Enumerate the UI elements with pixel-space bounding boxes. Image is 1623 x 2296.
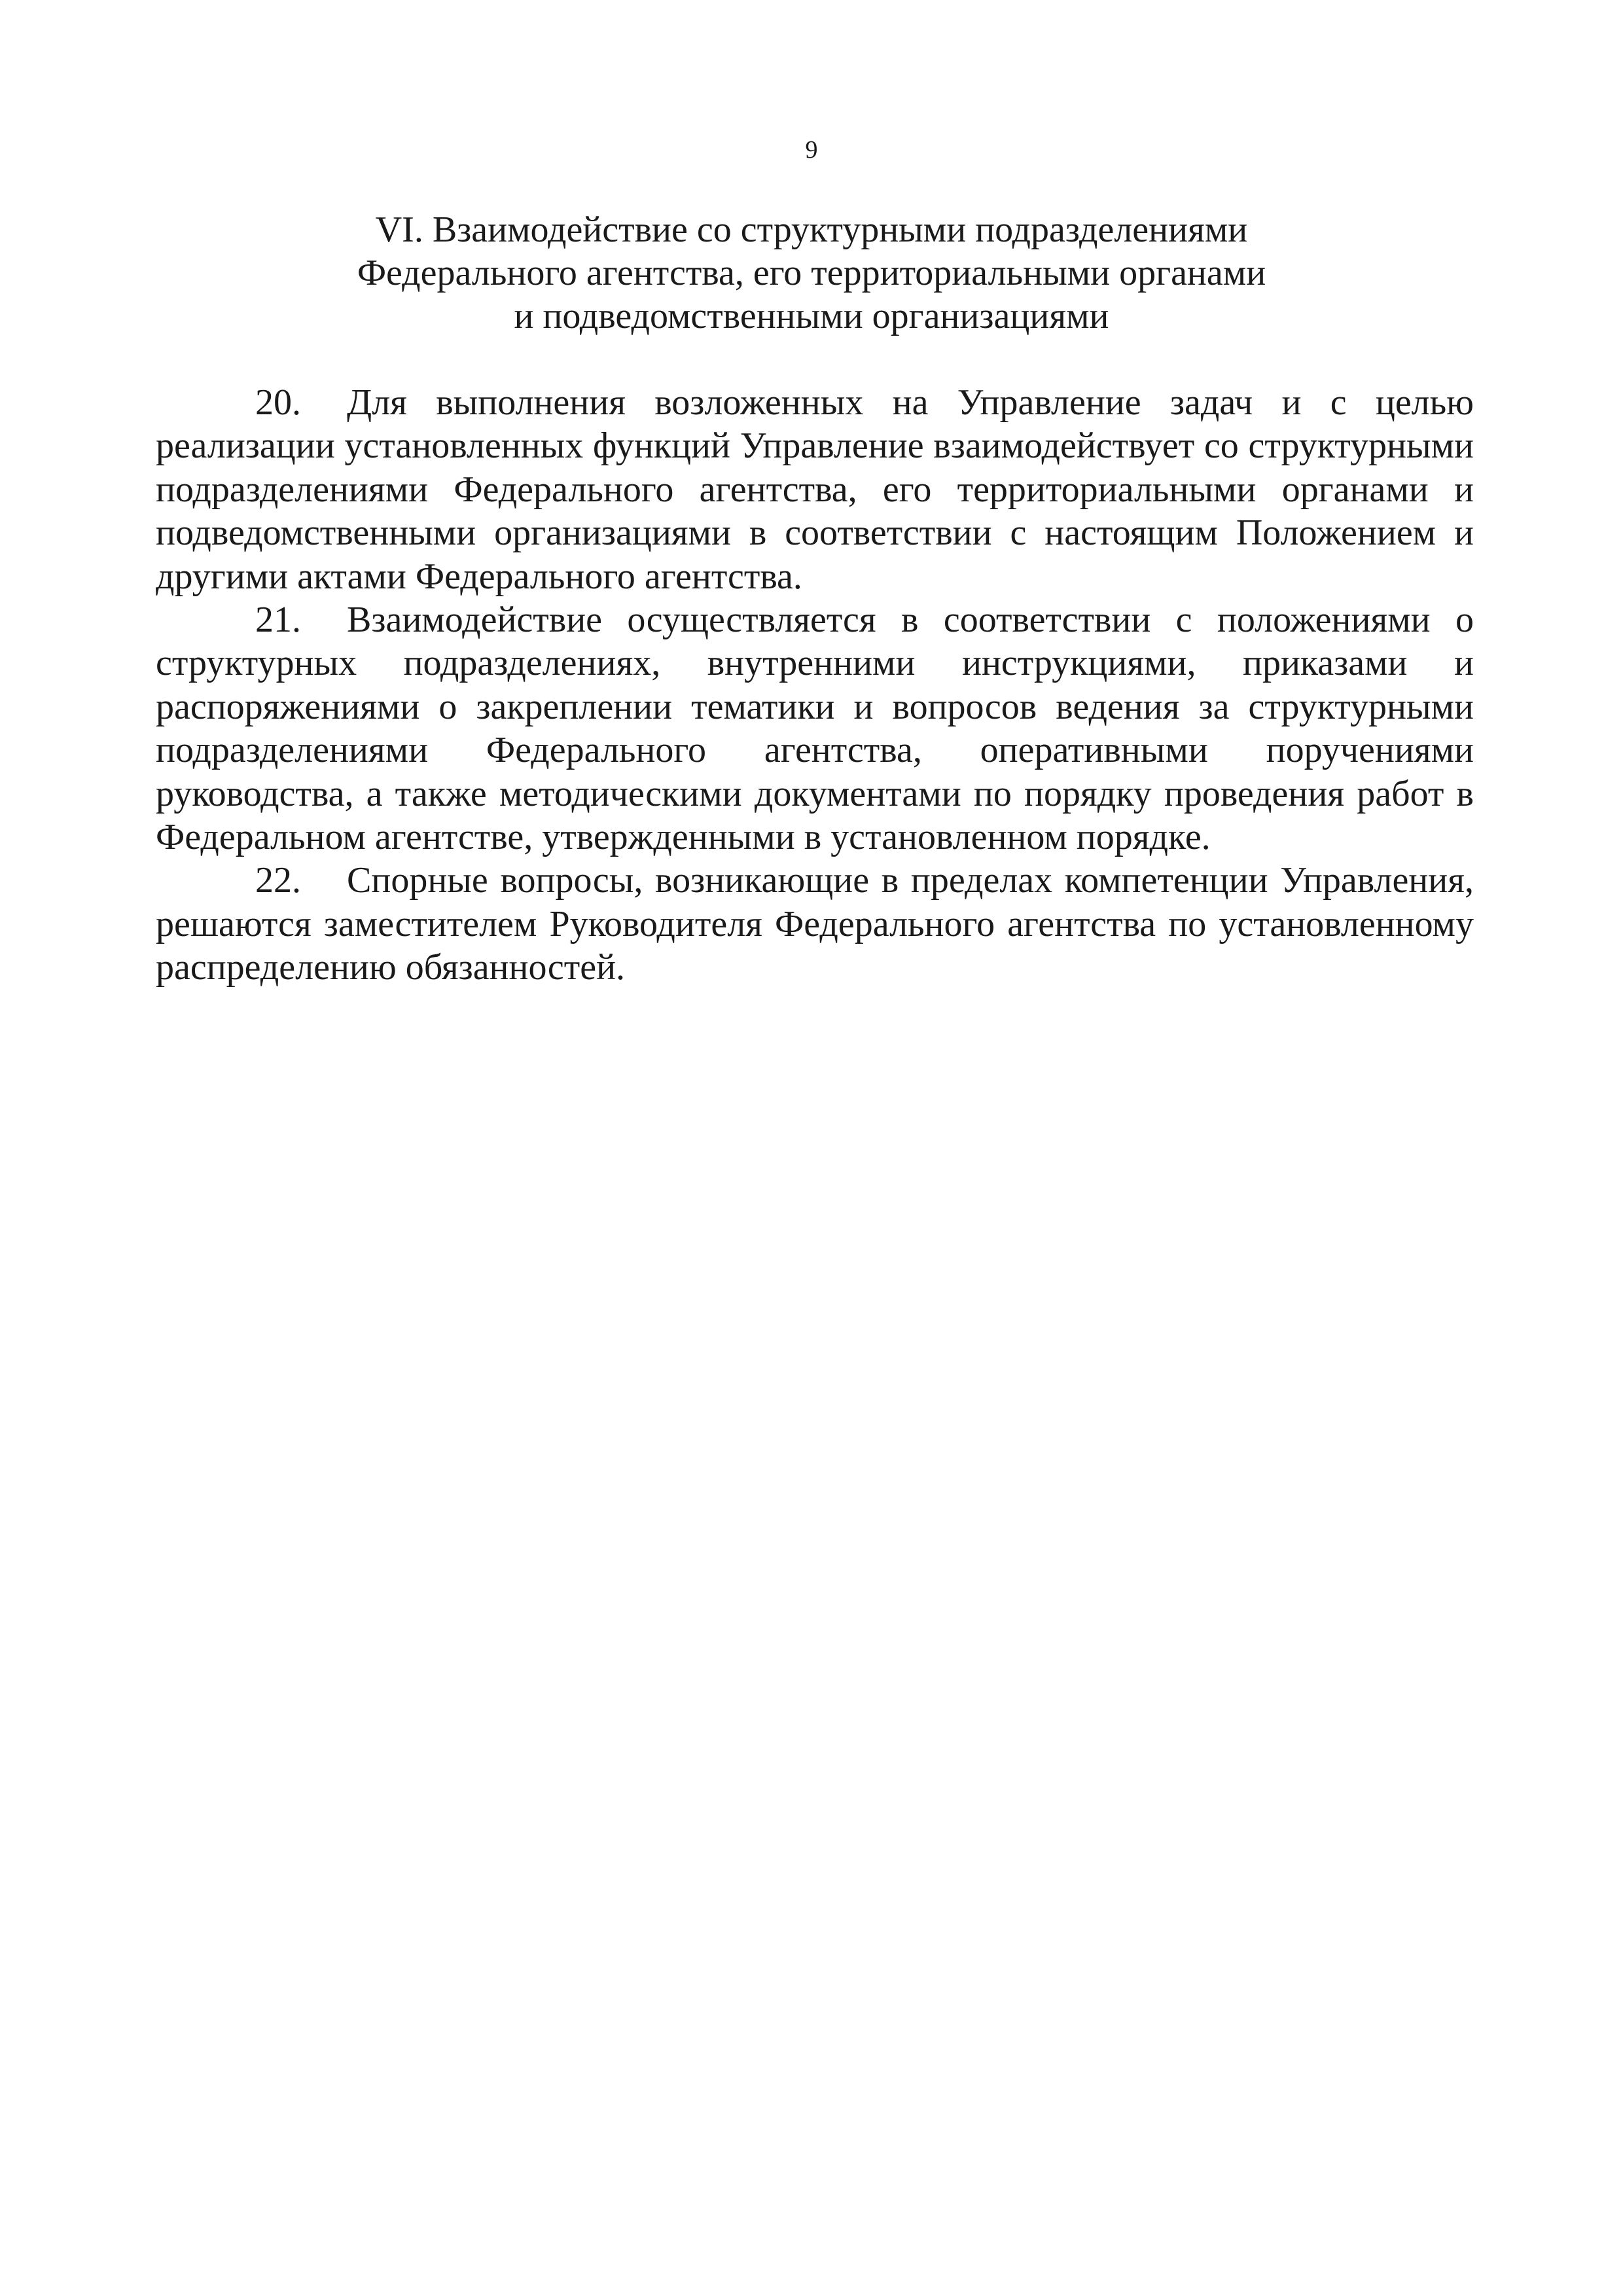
paragraph-22 (156, 859, 1474, 989)
page-number: 9 (805, 136, 818, 164)
paragraph-21 (156, 598, 1474, 859)
paragraph-number: 22. (255, 860, 301, 901)
section-title-line: VI. Взаимодействие со структурными подразделениями (375, 209, 1248, 250)
document-body (156, 381, 1474, 990)
paragraph-text: Взаимодействие осуществляется в соответствии с положениями о структурных подразделениях, внутренними инструкциями, приказами и распоряжениями о закреплении тематики и вопросов ведения за структурными подразделениями Федерального агентства, оперативными поручениями руководства, а также методическими документами по порядку проведения работ в Федеральном агентстве, утвержденными в установленном порядке. (156, 600, 1474, 858)
section-title (156, 208, 1467, 338)
paragraph-text: Для выполнения возложенных на Управление задач и с целью реализации установленных функций Управление взаимодействует со структурными подразделениями Федерального агентства, его территориальными органами и подведомственными организациями в соответствии с настоящим Положением и другими актами Федерального агентства. (156, 382, 1474, 597)
section-title-line: и подведомственными организациями (514, 296, 1109, 336)
section-title-line: Федерального агентства, его территориальными органами (357, 253, 1266, 293)
paragraph-text: Спорные вопросы, возникающие в пределах компетенции Управления, решаются заместителем Руководителя Федерального агентства по установленному распределению обязанностей. (156, 860, 1474, 988)
paragraph-number: 21. (255, 600, 301, 641)
paragraph-20 (156, 381, 1474, 598)
paragraph-number: 20. (255, 382, 301, 423)
